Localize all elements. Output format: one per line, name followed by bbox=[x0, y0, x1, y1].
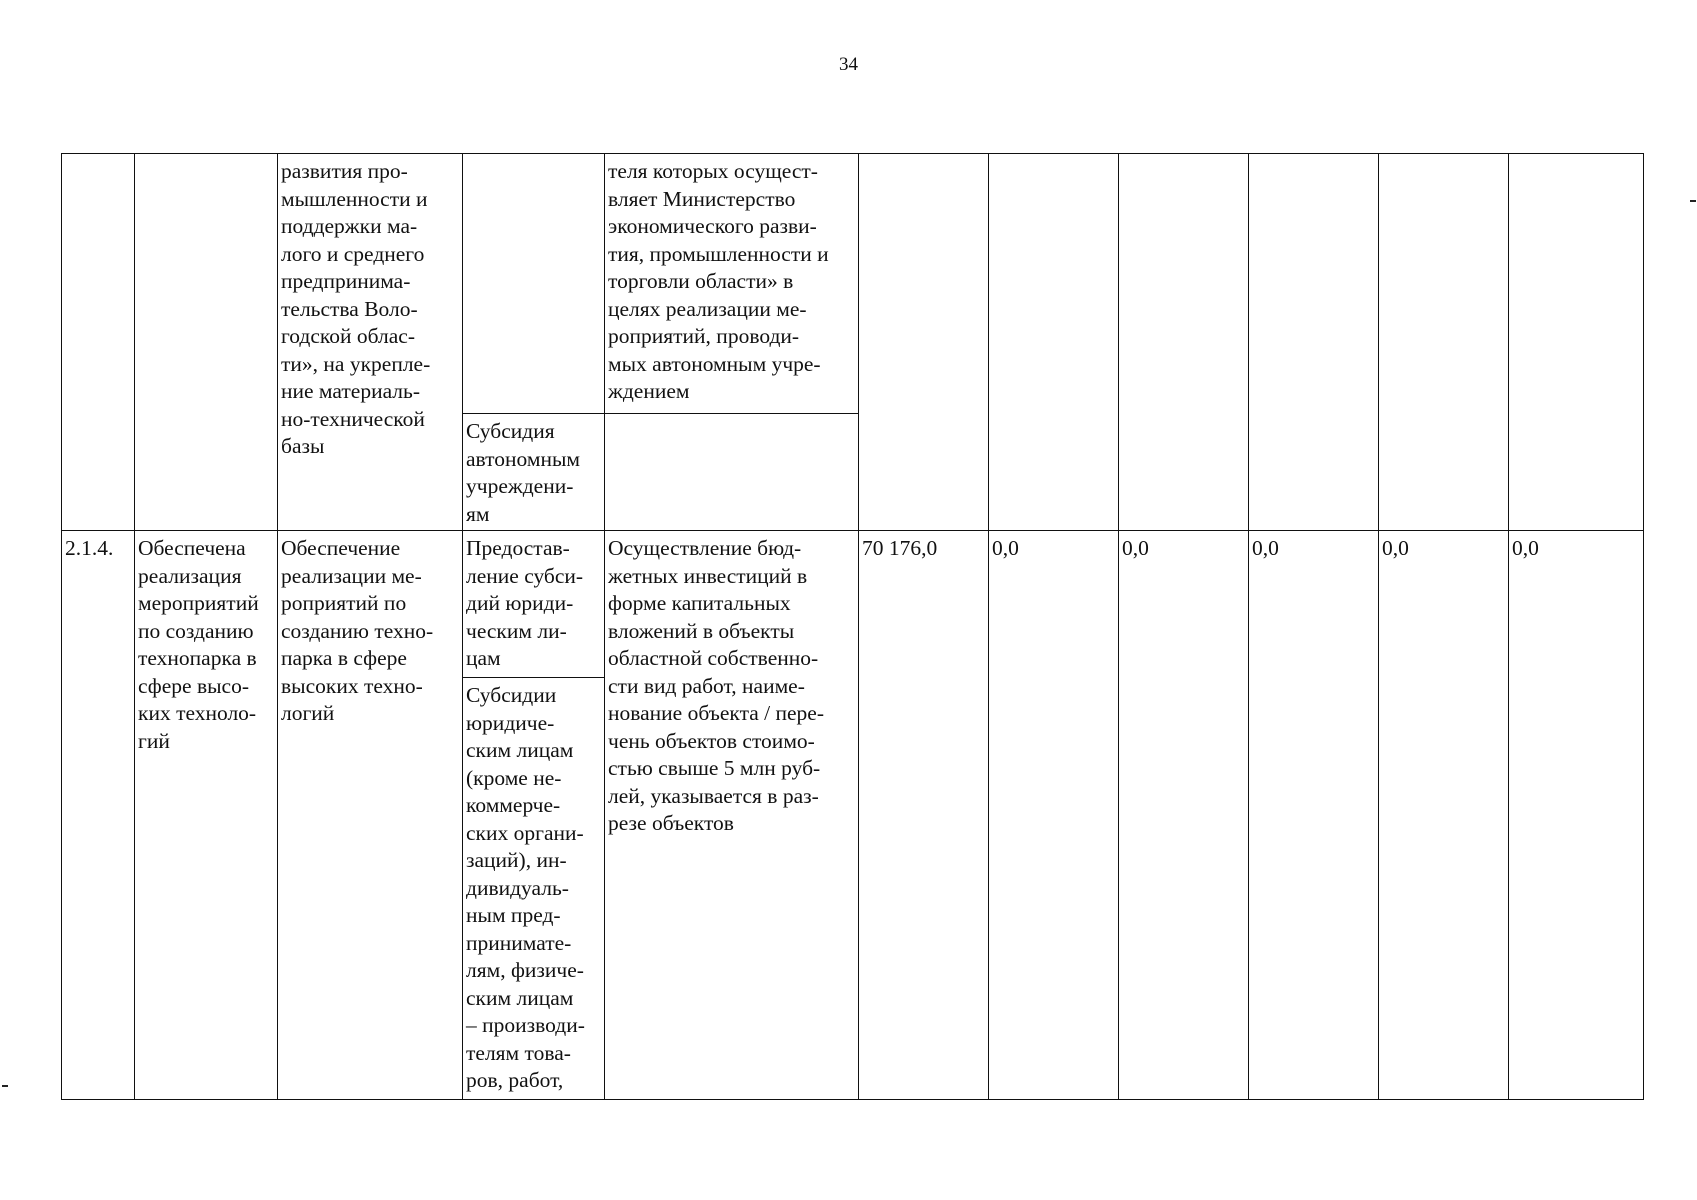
cell-value: 0,0 bbox=[1249, 531, 1379, 1100]
scan-mark-right bbox=[1690, 200, 1696, 202]
cell-event: Обеспечение реализации ме- роприятий по созданию техно- парка в сфере высоких техно- логий bbox=[278, 531, 463, 1100]
cell-description: Осуществление бюд- жетных инвестиций в форме капитальных вложений в объекты областной собственно- сти вид работ, наиме- нование объекта / пере- чень объектов стоимо- стью свыше 5 млн руб- лей, указывается в раз- резе объектов bbox=[605, 531, 859, 1100]
direction-bottom: Субсидии юридиче- ским лицам (кроме не- коммерче- ских органи- заций), ин- дивидуаль- ным пред- принимате- лям, физиче- ским лицам – производи- телям това- ров, работ, bbox=[463, 677, 604, 1095]
cell-value-empty bbox=[859, 154, 989, 531]
cell-value: 0,0 bbox=[1379, 531, 1509, 1100]
cell-value-empty bbox=[1119, 154, 1249, 531]
cell-result-empty bbox=[135, 154, 278, 531]
program-table bbox=[61, 153, 1644, 1100]
cell-value: 0,0 bbox=[1119, 531, 1249, 1100]
direction-top: Предостав- ление субси- дий юриди- ческим ли- цам bbox=[466, 536, 584, 670]
scan-mark-left bbox=[2, 1085, 8, 1087]
description-bottom-continued bbox=[605, 413, 858, 530]
cell-direction bbox=[463, 531, 605, 1100]
direction-bottom-continued: Субсидия автономным учреждени- ям bbox=[463, 413, 604, 528]
cell-event-continued: развития про- мышленности и поддержки ма- лого и среднего предпринима- тельства Воло- годской облас- ти», на укрепле- ние материаль- но-технической базы bbox=[278, 154, 463, 531]
cell-value: 70 176,0 bbox=[859, 531, 989, 1100]
cell-number-empty bbox=[62, 154, 135, 531]
direction-top-continued bbox=[463, 154, 604, 413]
table-row-continued bbox=[62, 154, 1644, 531]
cell-value-empty bbox=[1379, 154, 1509, 531]
cell-result: Обеспечена реализация мероприятий по созданию технопарка в сфере высо- ких техноло- гий bbox=[135, 531, 278, 1100]
cell-description-continued bbox=[605, 154, 859, 531]
description-top-continued: теля которых осущест- вляет Министерство экономического разви- тия, промышленности и торговли области» в целях реализации ме- роприятий, проводи- мых автономным учре- ждением bbox=[608, 159, 829, 403]
cell-value: 0,0 bbox=[989, 531, 1119, 1100]
cell-value-empty bbox=[1509, 154, 1644, 531]
cell-value-empty bbox=[1249, 154, 1379, 531]
cell-value: 0,0 bbox=[1509, 531, 1644, 1100]
cell-number: 2.1.4. bbox=[62, 531, 135, 1100]
cell-value-empty bbox=[989, 154, 1119, 531]
cell-direction-continued bbox=[463, 154, 605, 531]
page-number: 34 bbox=[839, 54, 858, 75]
table-row-2-1-4 bbox=[62, 531, 1644, 1100]
